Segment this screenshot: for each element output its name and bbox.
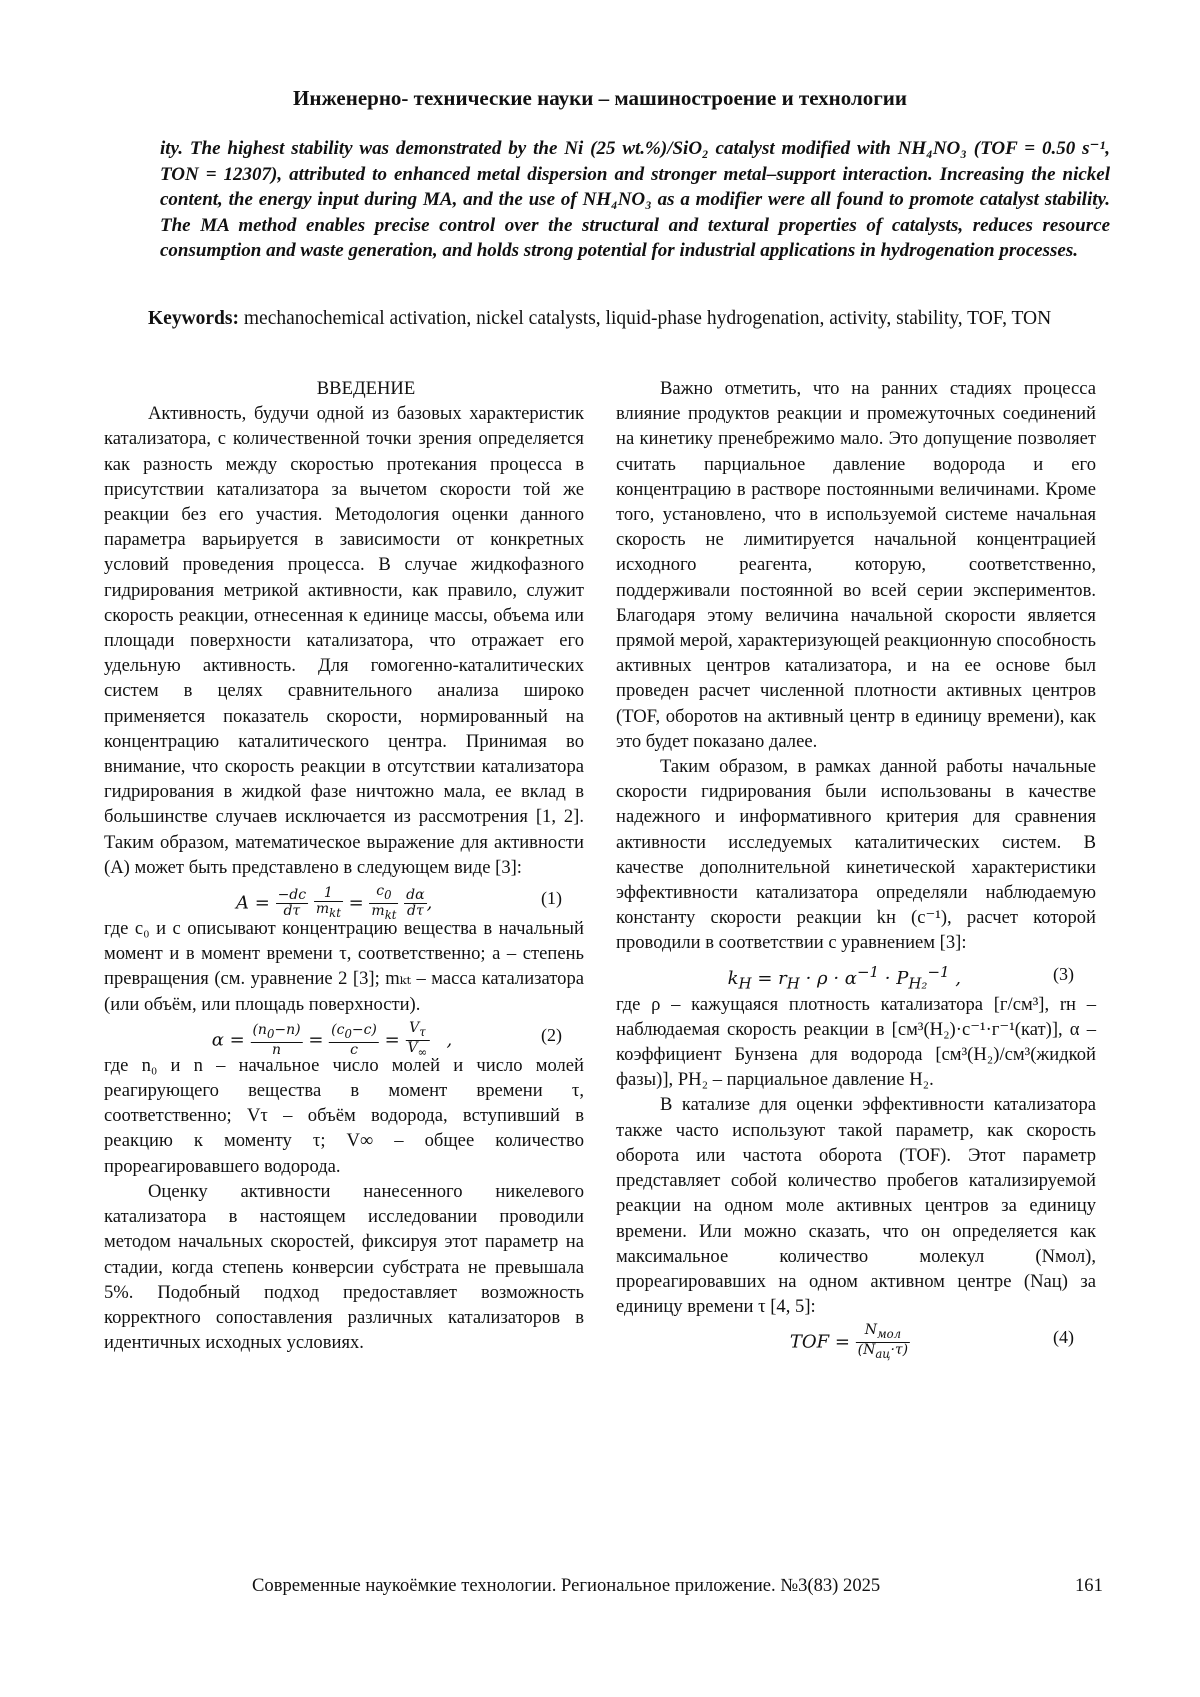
equation-2: α = $\frac{(n_0-n)}{n}$ = $\frac{(c_0-c)}{c}$ = $\frac{V_\tau}{V_\infty}$ , (2) xyxy=(211,1019,562,1059)
right-paragraph-4: В катализе для оценки эффективности катализатора также часто используют такой параметр, как скорость оборота или частота оборота (TOF). Этот параметр представляет собой количество пробегов катализируемой реакции на одном моле активных центров за единицу времени. Или можно сказать, что он определяется как максимальное количество молекул (Nмол), прореагировавших на одном активном центре (Nац) за единицу времени τ [4, 5]: xyxy=(616,1094,1096,1318)
right-paragraph-3: где ρ – кажущаяся плотность катализатора [г/см³], rн – наблюдаемая скорость реакции в [см³(Н₂)·с⁻¹·г⁻¹(кат)], α – коэффициент Бунзена для водорода [см³(Н₂)/см³(жидкой фазы)], PH₂ – парциальное давление Н₂. xyxy=(616,993,1096,1091)
keywords-label: Keywords: xyxy=(148,308,239,329)
equation-2-number: (2) xyxy=(541,1024,562,1045)
intro-paragraph-1: Активность, будучи одной из базовых характеристик катализатора, с количественной точки зрения определяется как разность между скоростью протекания процесса в присутствии катализатора за вычетом скорости той же реакции без его участия. Методология оценки данного параметра варьируется в зависимости от конкретных условий проведения процесса. В случае жидкофазного гидрирования метрикой активности, как правило, служит скорость реакции, отнесенная к единице массы, объема или площади поверхности катализатора, что отражает его удельную активность. Для гомогенно-каталитических систем в целях сравнительного анализа широко применяется показатель скорости, нормированный на концентрацию каталитического центра. Принимая во внимание, что скорость реакции в отсутствии катализатора гидрирования в жидкой фазе ничтожно мала, ее вклад в большинстве случаев исключается из рассмотрения [1, 2]. Таким образом, математическое выражение для активности (А) может быть представлено в следующем виде [3]: xyxy=(104,403,584,878)
left-column xyxy=(104,376,584,1355)
equation-1-number: (1) xyxy=(541,888,562,909)
equation-1: A = $\frac{-dc}{d\tau}$ $\frac{1}{m_{kt}}$ = $\frac{c_0}{m_{kt}}$ $\frac{d\alpha}{d\tau}$ , (1) xyxy=(236,883,562,922)
section-title: ВВЕДЕНИЕ xyxy=(316,378,416,399)
intro-paragraph-4: Оценку активности нанесенного никелевого катализатора в настоящем исследовании проводили методом начальных скоростей, фиксируя этот параметр на стадии, когда степень конверсии субстрата не превышала 5%. Подобный подход предоставляет возможность корректного сопоставления различных катализаторов в идентичных исходных условиях. xyxy=(104,1180,584,1354)
journal-title: Современные наукоёмкие технологии. Региональное приложение. №3(83) 2025 xyxy=(252,1575,881,1596)
keywords-text: mechanochemical activation, nickel catalysts, liquid-phase hydrogenation, activity, stability, TOF, TON xyxy=(239,308,1052,329)
intro-paragraph-2: где c₀ и c описывают концентрацию вещества в начальный момент и в момент времени τ, соответственно; a – степень превращения (см. уравнение 2 [3]; mₖₜ – масса катализатора (или объём, или площадь поверхности). xyxy=(104,918,584,1015)
equation-3: $k_Н = r_Н \cdot \rho \cdot \alpha^{-1} \cdot P_{H_2}^{-1}$ , (3) xyxy=(727,962,1074,993)
equation-4-number: (4) xyxy=(1053,1327,1074,1348)
intro-paragraph-3: где n₀ и n – начальное число молей и число молей реагирующего вещества в момент времени τ, соответственно; Vτ – объём водорода, вступивший в реакцию к моменту τ; V∞ – общее количество прореагировавшего водорода. xyxy=(104,1054,584,1177)
abstract-text: ity. The highest stability was demonstrated by the Ni (25 wt.%)/SiO₂ catalyst modified with NH₄NO₃ (TOF = 0.50 s⁻¹, TON = 12307), attributed to enhanced metal dispersion and stronger metal–support interaction. Increasing the nickel content, the energy input during MA, and the use of NH₄NO₃ as a modifier were all found to promote catalyst stability. The MA method enables precise control over the structural and textural properties of catalysts, reduces resource consumption and waste generation, and holds strong potential for industrial applications in hydrogenation processes. xyxy=(160,138,1110,261)
keywords xyxy=(104,306,1104,331)
right-paragraph-2: Таким образом, в рамках данной работы начальные скорости гидрирования были использованы в качестве надежного и информативного критерия для сравнения активности исследуемых каталитических систем. В качестве дополнительной кинетической характеристики эффективности катализатора определяли наблюдаемую константу скорости реакции kн (с⁻¹), расчет которой проводили в соответствии с уравнением [3]: xyxy=(616,756,1096,954)
equation-4: TOF = $\frac{N_{мол}}{(N_{ац}\cdot\tau)}$ (4) xyxy=(789,1322,1074,1361)
running-title: Инженерно- технические науки – машиностроение и технологии xyxy=(293,86,907,110)
right-paragraph-1: Важно отметить, что на ранних стадиях процесса влияние продуктов реакции и промежуточных соединений на кинетику пренебрежимо мало. Это допущение позволяет считать парциальное давление водорода и его концентрацию в растворе постоянными величинами. Кроме того, установлено, что в используемой системе начальная скорость не лимитируется начальной концентрацией исходного реагента, которую, соответственно, поддерживали постоянной во всей серии экспериментов. Благодаря этому величина начальной скорости является прямой мерой, характеризующей реакционную способность активных центров катализатора, и на ее основе был проведен расчет численной плотности активных центров (TOF, оборотов на активный центр в единицу времени), как это будет показано далее. xyxy=(616,378,1096,752)
equation-3-number: (3) xyxy=(1053,963,1074,984)
right-column xyxy=(616,376,1096,1361)
page-number: 161 xyxy=(1075,1575,1103,1596)
